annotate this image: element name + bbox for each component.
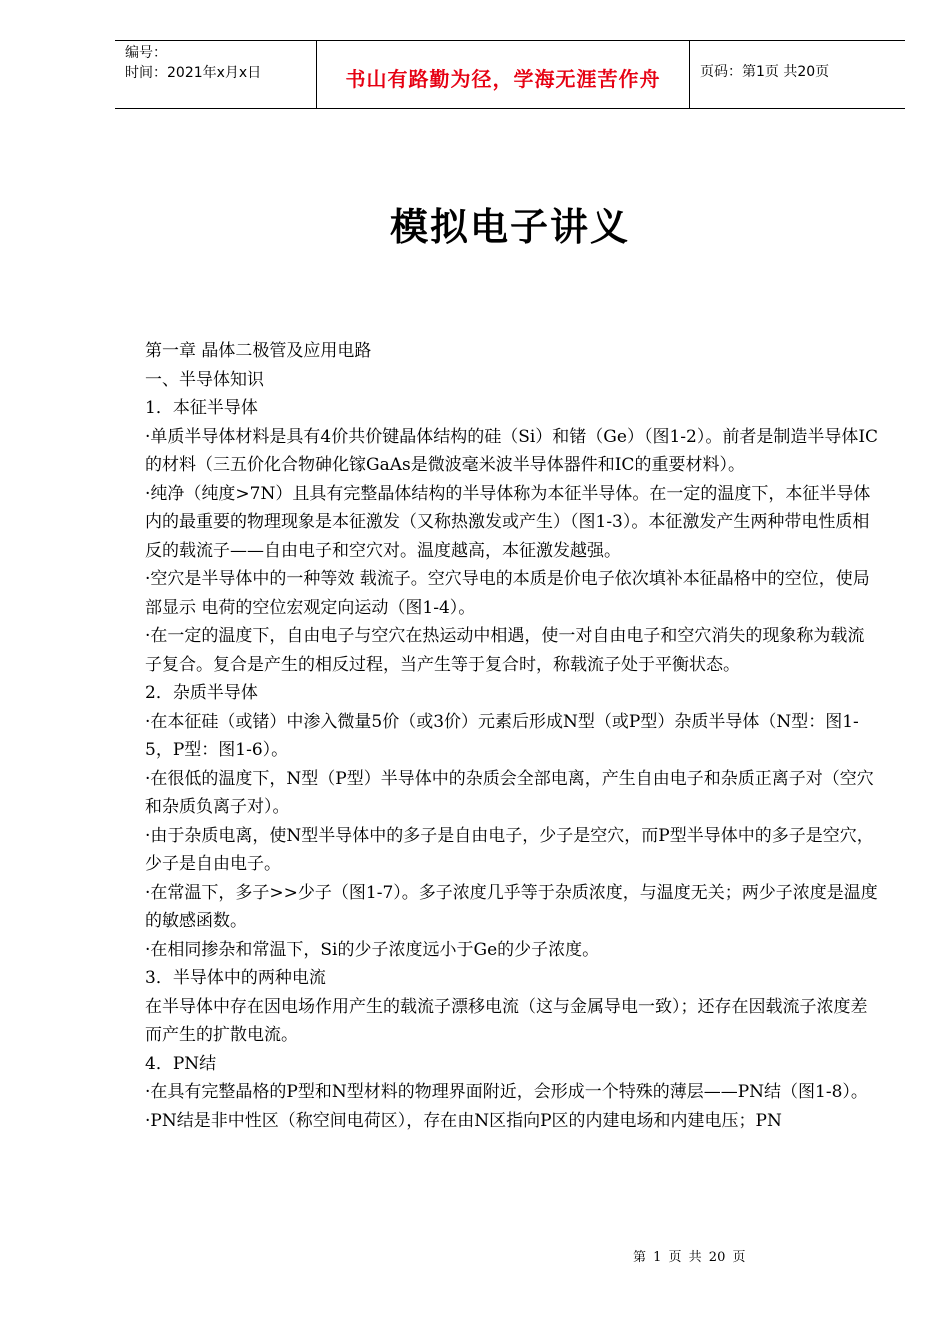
document-title: 模拟电子讲义 (389, 204, 630, 249)
paragraph: ·在具有完整晶格的P型和N型材料的物理界面附近，会形成一个特殊的薄层——PN结（图1-8）。 (145, 1082, 868, 1102)
paragraph: ·在相同掺杂和常温下，Si的少子浓度远小于Ge的少子浓度。 (145, 939, 600, 960)
date-label: 时间：2021年x月x日 (125, 65, 262, 81)
subsection-heading: 1．本征半导体 (145, 398, 258, 418)
section-heading: 一、半导体知识 (145, 369, 264, 390)
paragraph: ·由于杂质电离，使N型半导体中的多子是自由电子，少子是空穴，而P型半导体中的多子是空穴，少子是自由电子。 (145, 825, 874, 874)
chapter-heading: 第一章 晶体二极管及应用电路 (145, 341, 372, 361)
paragraph: 在半导体中存在因电场作用产生的载流子漂移电流（这与金属导电一致）；还存在因载流子浓度差而产生的扩散电流。 (145, 996, 868, 1045)
paragraph: ·空穴是半导体中的一种等效 载流子。空穴导电的本质是价电子依次填补本征晶格中的空位，使局部显示 电荷的空位宏观定向运动（图1-4）。 (145, 569, 870, 618)
paragraph: ·PN结是非中性区（称空间电荷区），存在由N区指向P区的内建电场和内建电压；PN (145, 1110, 782, 1131)
paragraph: ·在很低的温度下，N型（P型）半导体中的杂质会全部电离，产生自由电子和杂质正离子对（空穴和杂质负离子对）。 (145, 768, 874, 817)
subsection-heading: 4．PN结 (145, 1053, 217, 1074)
serial-number-label: 编号： (125, 45, 167, 61)
header-page-info: 页码：第1页 共20页 (700, 64, 830, 80)
header-meta (115, 41, 316, 108)
paragraph: ·纯净（纯度>7N）且具有完整晶体结构的半导体称为本征半导体。在一定的温度下，本征半导体内的最重要的物理现象是本征激发（又称热激发或产生）（图1-3）。本征激发产生两种带电性质相反的载流子——自由电子和空穴对。温度越高，本征激发越强。 (145, 483, 871, 561)
subsection-heading: 2．杂质半导体 (145, 683, 258, 703)
motto-text: 书山有路勤为径，学海无涯苦作舟 (345, 67, 661, 91)
header-motto-cell (316, 41, 690, 108)
subsection-heading: 3．半导体中的两种电流 (145, 968, 326, 988)
paragraph: ·在一定的温度下，自由电子与空穴在热运动中相遇，使一对自由电子和空穴消失的现象称为载流子复合。复合是产生的相反过程，当产生等于复合时，称载流子处于平衡状态。 (145, 626, 865, 675)
paragraph: ·在常温下，多子>>少子（图1-7）。多子浓度几乎等于杂质浓度，与温度无关；两少子浓度是温度的敏感函数。 (145, 882, 878, 931)
page-header (115, 40, 905, 109)
page-footer: 第 1 页 共 20 页 (633, 1250, 746, 1265)
document-body (145, 337, 880, 1135)
paragraph: ·单质半导体材料是具有4价共价键晶体结构的硅（Si）和锗（Ge）（图1-2）。前者是制造半导体IC的材料（三五价化合物砷化镓GaAs是微波毫米波半导体器件和IC的重要材料）。 (145, 426, 879, 475)
paragraph: ·在本征硅（或锗）中渗入微量5价（或3价）元素后形成N型（或P型）杂质半导体（N型：图1-5，P型：图1-6）。 (145, 711, 859, 760)
